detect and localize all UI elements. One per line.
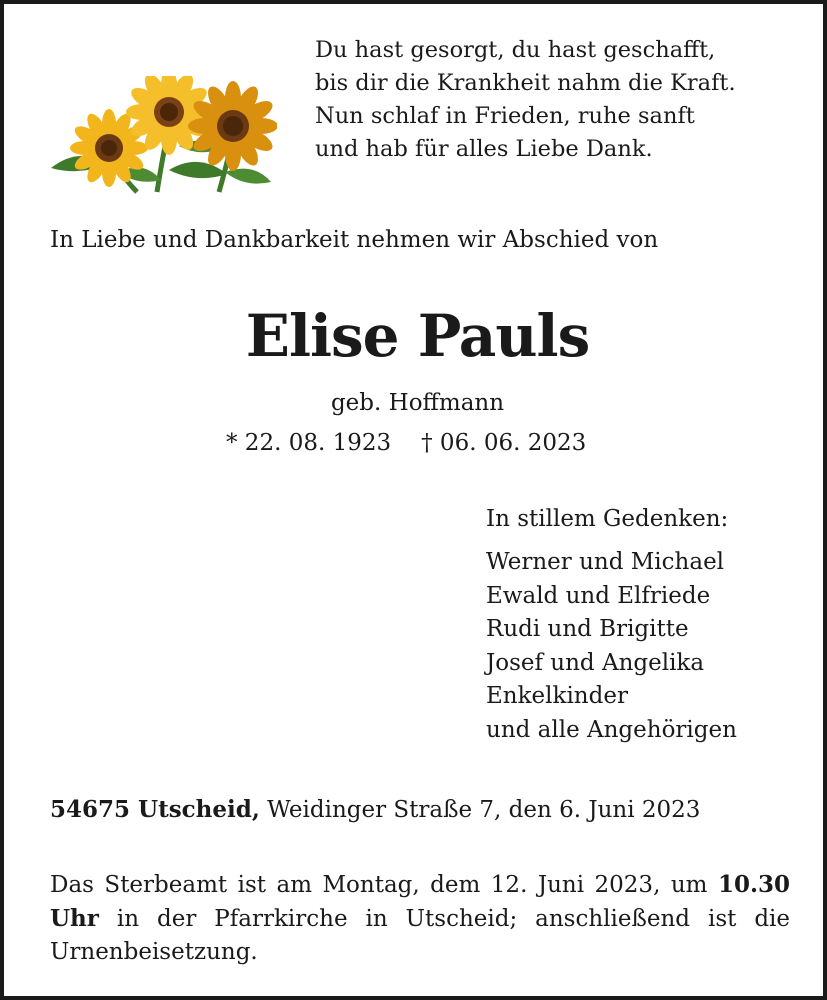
address-place: 54675 Utscheid, xyxy=(50,796,260,823)
death-date: † 06. 06. 2023 xyxy=(421,430,587,456)
mourners-heading: In stillem Gedenken: xyxy=(486,506,729,532)
poem-line: bis dir die Krankheit nahm die Kraft. xyxy=(315,70,736,96)
mourner-item: Ewald und Elfriede xyxy=(486,582,711,609)
mourner-item: Josef und Angelika xyxy=(486,649,705,676)
service-text-2: in der Pfarrkirche in Utscheid; anschließend ist die Urnenbeisetzung. xyxy=(50,906,791,965)
mourner-item: Werner und Michael xyxy=(486,549,725,575)
service-text-1: Das Sterbeamt ist am Montag, dem 12. Juni 2023, um xyxy=(50,872,708,898)
poem-line: und hab für alles Liebe Dank. xyxy=(315,136,653,162)
service-info xyxy=(50,868,790,969)
address-rest: Weidinger Straße 7, den 6. Juni 2023 xyxy=(267,797,701,823)
mourner-item: Rudi und Brigitte xyxy=(486,616,689,642)
mourner-item: Enkelkinder xyxy=(486,683,628,709)
deceased-name: Elise Pauls xyxy=(245,302,590,370)
birth-date: * 22. 08. 1923 xyxy=(226,430,392,456)
service-time: 10.30 Uhr xyxy=(50,871,790,932)
mourner-item: und alle Angehörigen xyxy=(486,716,737,743)
poem-line: Nun schlaf in Frieden, ruhe sanft xyxy=(315,103,695,129)
birth-name: geb. Hoffmann xyxy=(330,390,505,416)
life-dates xyxy=(226,430,586,456)
address-line xyxy=(50,796,700,823)
poem xyxy=(315,34,736,166)
intro-text: In Liebe und Dankbarkeit nehmen wir Abschied von xyxy=(50,227,659,253)
poem-line: Du hast gesorgt, du hast geschafft, xyxy=(315,37,716,63)
sunflowers-icon xyxy=(49,76,277,196)
mourners-list xyxy=(486,546,737,747)
